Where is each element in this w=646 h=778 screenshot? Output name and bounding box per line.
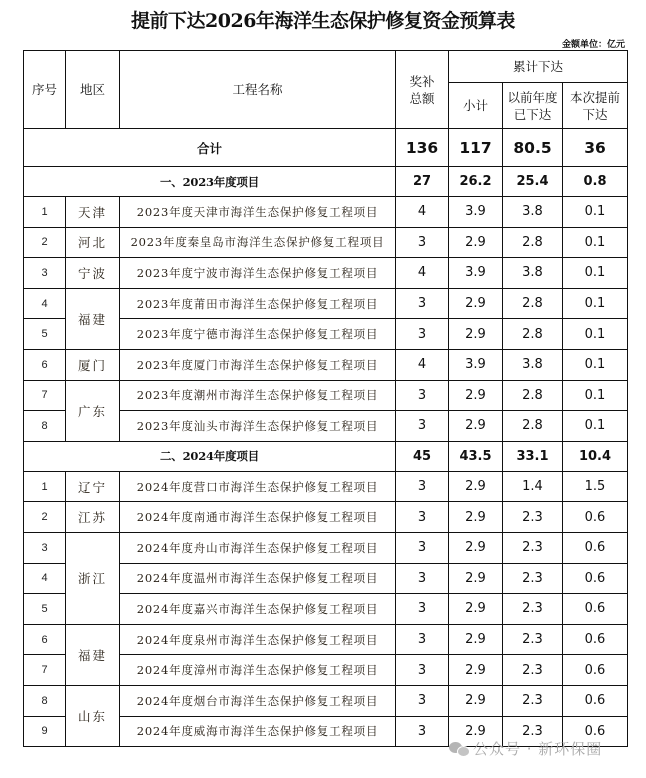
row-previous: 2.3 [503,594,563,625]
header-subtotal: 小计 [449,83,503,129]
header-region: 地区 [66,51,120,129]
row-region: 河北 [66,227,120,258]
row-award-total: 3 [396,319,449,350]
row-previous: 3.8 [503,349,563,380]
row-project-name: 2023年度天津市海洋生态保护修复工程项目 [120,197,396,228]
row-previous: 2.3 [503,624,563,655]
section-current: 10.4 [563,441,628,471]
row-current: 0.6 [563,655,628,686]
row-award-total: 3 [396,411,449,442]
row-seq: 5 [24,594,66,625]
row-current: 0.1 [563,349,628,380]
section-previous: 25.4 [503,167,563,197]
row-project-name: 2023年度宁波市海洋生态保护修复工程项目 [120,258,396,289]
row-previous: 2.3 [503,716,563,747]
row-previous: 2.3 [503,685,563,716]
row-award-total: 3 [396,655,449,686]
row-award-total: 3 [396,288,449,319]
amount-unit-label: 金额单位：亿元 [561,40,625,50]
section-subtotal: 26.2 [449,167,503,197]
row-previous: 2.3 [503,655,563,686]
section-award: 27 [396,167,449,197]
row-current: 0.6 [563,532,628,563]
row-award-total: 4 [396,197,449,228]
row-region: 江苏 [66,502,120,533]
row-award-total: 3 [396,471,449,502]
row-seq: 4 [24,563,66,594]
section-label: 二、2024年度项目 [24,441,396,471]
row-seq: 5 [24,319,66,350]
header-seq: 序号 [24,51,66,129]
row-award-total: 3 [396,685,449,716]
header-award-total: 奖补 总额 [396,51,449,129]
page-title: 提前下达2026年海洋生态保护修复资金预算表 [131,10,515,32]
total-current: 36 [563,129,628,167]
section-row [24,441,628,471]
row-region: 浙江 [66,532,120,624]
watermark-text: 公众号 · 新环保圈 [473,740,603,758]
row-current: 1.5 [563,471,628,502]
row-seq: 8 [24,411,66,442]
row-subtotal: 2.9 [449,319,503,350]
row-project-name: 2024年度南通市海洋生态保护修复工程项目 [120,502,396,533]
total-label: 合计 [24,129,396,167]
total-row [24,129,628,167]
row-current: 0.6 [563,716,628,747]
header-current: 本次提前 下达 [563,83,628,129]
header-previous: 以前年度 已下达 [503,83,563,129]
row-seq: 6 [24,349,66,380]
row-award-total: 3 [396,532,449,563]
row-current: 0.6 [563,502,628,533]
row-previous: 2.3 [503,532,563,563]
table-row [24,471,628,502]
row-seq: 8 [24,685,66,716]
row-award-total: 4 [396,258,449,289]
row-project-name: 2023年度宁德市海洋生态保护修复工程项目 [120,319,396,350]
row-project-name: 2023年度汕头市海洋生态保护修复工程项目 [120,411,396,442]
header-cumulative: 累计下达 [449,51,628,83]
row-award-total: 3 [396,594,449,625]
row-region: 天津 [66,197,120,228]
row-subtotal: 2.9 [449,502,503,533]
row-previous: 2.3 [503,502,563,533]
budget-table [23,50,628,747]
row-seq: 1 [24,197,66,228]
row-project-name: 2023年度潮州市海洋生态保护修复工程项目 [120,380,396,411]
row-subtotal: 2.9 [449,685,503,716]
row-seq: 2 [24,502,66,533]
row-project-name: 2023年度莆田市海洋生态保护修复工程项目 [120,288,396,319]
row-previous: 2.3 [503,563,563,594]
row-region: 厦门 [66,349,120,380]
row-subtotal: 3.9 [449,349,503,380]
row-project-name: 2024年度舟山市海洋生态保护修复工程项目 [120,532,396,563]
row-previous: 1.4 [503,471,563,502]
row-award-total: 3 [396,227,449,258]
row-current: 0.1 [563,288,628,319]
table-row [24,288,628,319]
wechat-icon [449,741,469,757]
row-previous: 2.8 [503,380,563,411]
row-seq: 9 [24,716,66,747]
section-row [24,167,628,197]
row-current: 0.1 [563,380,628,411]
row-project-name: 2024年度泉州市海洋生态保护修复工程项目 [120,624,396,655]
row-subtotal: 2.9 [449,655,503,686]
row-previous: 2.8 [503,288,563,319]
row-region: 宁波 [66,258,120,289]
row-subtotal: 2.9 [449,471,503,502]
row-award-total: 4 [396,349,449,380]
row-award-total: 3 [396,380,449,411]
row-project-name: 2024年度烟台市海洋生态保护修复工程项目 [120,685,396,716]
row-previous: 2.8 [503,227,563,258]
row-project-name: 2024年度威海市海洋生态保护修复工程项目 [120,716,396,747]
row-project-name: 2024年度漳州市海洋生态保护修复工程项目 [120,655,396,686]
table-row [24,532,628,563]
row-project-name: 2024年度温州市海洋生态保护修复工程项目 [120,563,396,594]
table-row [24,624,628,655]
row-subtotal: 2.9 [449,288,503,319]
row-subtotal: 2.9 [449,716,503,747]
row-current: 0.6 [563,624,628,655]
row-current: 0.1 [563,227,628,258]
row-seq: 1 [24,471,66,502]
row-seq: 3 [24,532,66,563]
row-subtotal: 2.9 [449,380,503,411]
section-current: 0.8 [563,167,628,197]
row-current: 0.6 [563,563,628,594]
row-subtotal: 2.9 [449,227,503,258]
row-project-name: 2024年度嘉兴市海洋生态保护修复工程项目 [120,594,396,625]
row-region: 福建 [66,288,120,349]
row-subtotal: 2.9 [449,411,503,442]
table-row [24,380,628,411]
row-previous: 2.8 [503,411,563,442]
row-current: 0.1 [563,319,628,350]
row-region: 辽宁 [66,471,120,502]
row-current: 0.1 [563,197,628,228]
row-subtotal: 3.9 [449,258,503,289]
row-subtotal: 2.9 [449,532,503,563]
table-row [24,227,628,258]
row-award-total: 3 [396,502,449,533]
row-subtotal: 2.9 [449,624,503,655]
row-previous: 3.8 [503,197,563,228]
row-subtotal: 3.9 [449,197,503,228]
row-seq: 7 [24,655,66,686]
section-award: 45 [396,441,449,471]
row-previous: 2.8 [503,319,563,350]
row-current: 0.1 [563,411,628,442]
row-award-total: 3 [396,716,449,747]
row-seq: 7 [24,380,66,411]
total-previous: 80.5 [503,129,563,167]
row-previous: 3.8 [503,258,563,289]
row-project-name: 2023年度厦门市海洋生态保护修复工程项目 [120,349,396,380]
row-current: 0.6 [563,594,628,625]
row-seq: 3 [24,258,66,289]
row-subtotal: 2.9 [449,594,503,625]
row-project-name: 2024年度营口市海洋生态保护修复工程项目 [120,471,396,502]
row-region: 福建 [66,624,120,685]
row-current: 0.6 [563,685,628,716]
section-label: 一、2023年度项目 [24,167,396,197]
header-row [24,51,628,83]
row-seq: 4 [24,288,66,319]
row-project-name: 2023年度秦皇岛市海洋生态保护修复工程项目 [120,227,396,258]
table-row [24,258,628,289]
row-seq: 6 [24,624,66,655]
row-region: 广东 [66,380,120,441]
row-seq: 2 [24,227,66,258]
table-row [24,197,628,228]
header-project: 工程名称 [120,51,396,129]
row-award-total: 3 [396,563,449,594]
row-subtotal: 2.9 [449,563,503,594]
section-previous: 33.1 [503,441,563,471]
table-row [24,685,628,716]
total-subtotal: 117 [449,129,503,167]
table-row [24,349,628,380]
total-award: 136 [396,129,449,167]
section-subtotal: 43.5 [449,441,503,471]
row-award-total: 3 [396,624,449,655]
row-current: 0.1 [563,258,628,289]
table-row [24,502,628,533]
row-region: 山东 [66,685,120,746]
watermark [449,738,602,759]
